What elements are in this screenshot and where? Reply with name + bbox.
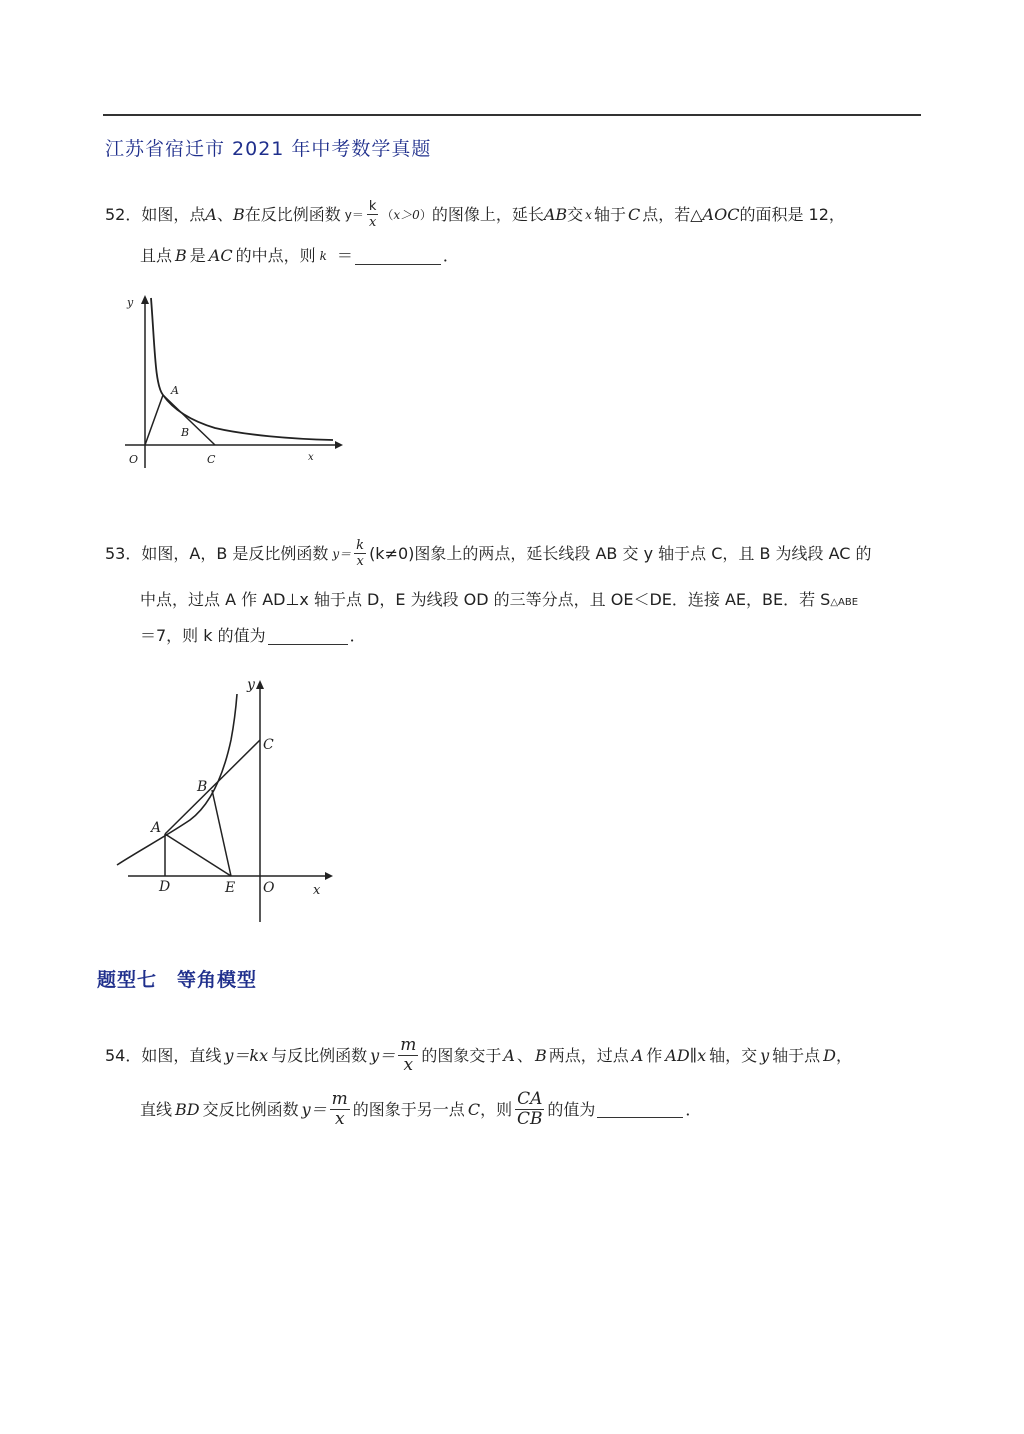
q52-segment-OA [145, 395, 163, 445]
q53-label-O: O [263, 880, 275, 896]
q53-label-x: x [313, 883, 321, 898]
q53-label-E: E [225, 880, 236, 896]
q53-label-B: B [197, 779, 208, 795]
q53-fraction: $\frac{k}{x}$ [356, 538, 365, 569]
q53-label-y: y [247, 677, 255, 693]
q54-fraction-2: $\frac{m}{x}$ [331, 1089, 348, 1129]
q53-number: 53． [105, 543, 142, 563]
q53-line-3: ＝7，则 k 的值为 ． [140, 626, 366, 645]
q53-y-arrow [256, 680, 264, 689]
q54-answer-blank[interactable] [597, 1101, 683, 1118]
q52-hyperbola [151, 298, 333, 440]
q52-label-O: O [129, 453, 139, 466]
q54-line-1: 54． 如图，直线 y＝kx 与反比例函数 y＝ $\frac{m}{x}$ 的图象交于 A 、 B 两点，过点 A 作 AD∥x 轴，交 y 轴于点 D ， [105, 1035, 853, 1075]
q53-label-C: C [263, 737, 274, 753]
q52-label-A: A [171, 384, 179, 397]
q52-answer-blank[interactable] [355, 248, 441, 265]
q52-x-arrow [335, 441, 343, 449]
q52-label-y: y [127, 296, 134, 309]
q53-segment-BE [212, 790, 231, 876]
q52-number: 52． [105, 204, 142, 224]
source-title: 江苏省宿迁市 2021 年中考数学真题 [105, 138, 432, 160]
q53-figure [115, 672, 340, 927]
q53-label-D: D [159, 879, 171, 895]
q52-figure [115, 290, 345, 475]
q53-x-arrow [325, 872, 333, 880]
q53-line-2: 中点，过点 A 作 AD⊥x 轴于点 D，E 为线段 OD 的三等分点，且 OE＜DE．连接 AE，BE．若 S △ABE [140, 590, 859, 609]
q52-label-x: x [308, 452, 314, 463]
q52-fraction: $\frac{k}{x}$ [368, 199, 377, 230]
q53-label-A: A [151, 820, 162, 836]
q54-number: 54． [105, 1045, 142, 1065]
q54-fraction-1: $\frac{m}{x}$ [400, 1035, 417, 1075]
q52-line-1: 52． 如图，点 A 、 B 在反比例函数 y＝ $\frac{k}{x}$ （ x＞0 ） 的图像上，延长 AB 交 x 轴于 C 点，若△ AOC 的面积是 12， [105, 199, 845, 230]
section-title: 题型七 等角模型 [97, 969, 258, 991]
q52-line-2: 且点 B 是 AC 的中点，则 k ＝ ． [140, 246, 459, 265]
q53-hyperbola [117, 694, 237, 865]
q53-segment-AC [165, 740, 260, 834]
q53-answer-blank[interactable] [268, 628, 348, 645]
q54-ratio-fraction: $\frac{CA}{CB}$ [516, 1089, 543, 1129]
header-rule [103, 114, 921, 116]
q52-label-C: C [207, 453, 216, 466]
q53-segment-AE [165, 834, 231, 876]
q52-y-arrow [141, 295, 149, 304]
q54-line-2: 直线 BD 交反比例函数 y＝ $\frac{m}{x}$ 的图象于另一点 C ，则 $\frac{CA}{CB}$ 的值为 ． [140, 1089, 702, 1129]
q52-label-B: B [181, 426, 190, 439]
q53-line-1: 53． 如图，A，B 是反比例函数 y＝ $\frac{k}{x}$ (k≠0)图象上的两点，延长线段 AB 交 y 轴于点 C，且 B 为线段 AC 的 [105, 538, 872, 569]
